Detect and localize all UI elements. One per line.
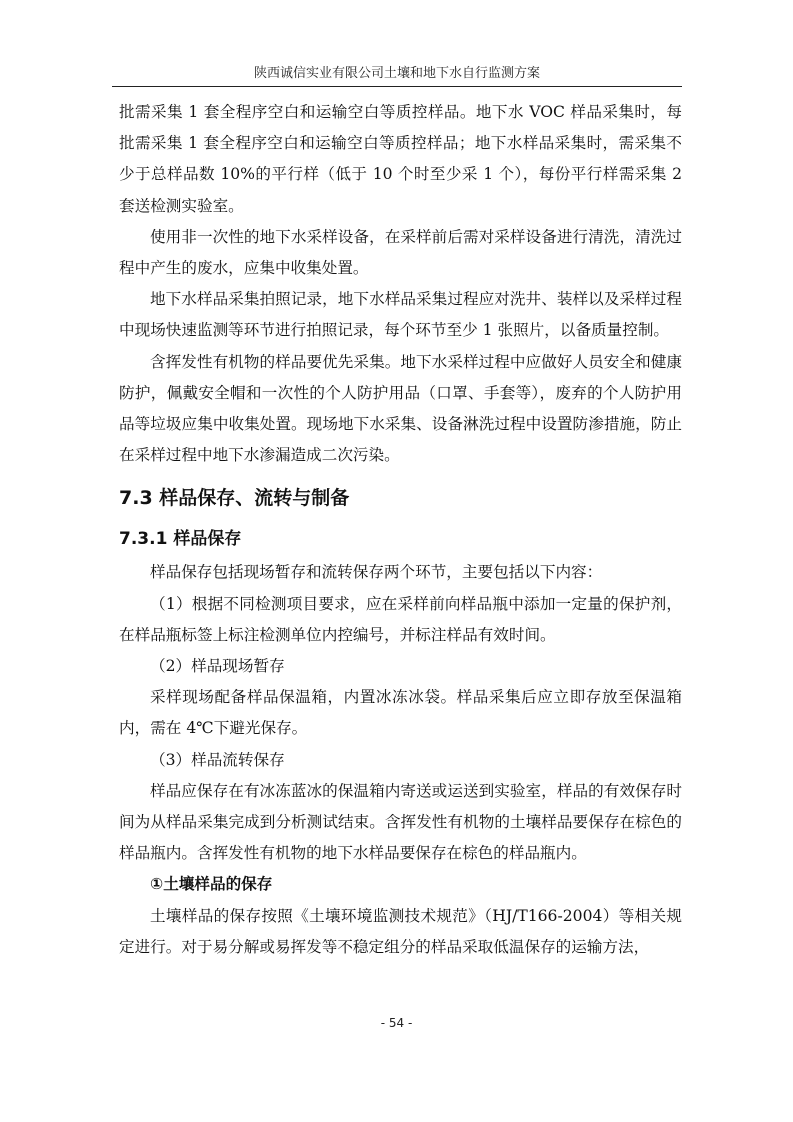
paragraph-continuation: 批需采集 1 套全程序空白和运输空白等质控样品。地下水 VOC 样品采集时，每批需采集 1 套全程序空白和运输空白等质控样品；地下水样品采集时，需采集不少于总样品数 10%的平行样（低于 10 个时至少采 1 个），每份平行样需采集 2 套送检测实验室。: [119, 103, 682, 215]
paragraph-item-3-body: 样品应保存在有冰冻蓝冰的保温箱内寄送或运送到实验室，样品的有效保存时间为从样品采集完成到分析测试结束。含挥发性有机物的土壤样品要保存在棕色的样品瓶内。含挥发性有机物的地下水样品要保存在棕色的样品瓶内。: [119, 781, 682, 863]
paragraph-item-2-title: （2）样品现场暂存: [150, 657, 285, 676]
paragraph-item-3-title: （3）样品流转保存: [150, 750, 285, 769]
paragraph-photo-record: 地下水样品采集拍照记录，地下水样品采集过程应对洗井、装样以及采样过程中现场快速监测等环节进行拍照记录，每个环节至少 1 张照片，以备质量控制。: [119, 290, 682, 340]
running-header: 陕西诚信实业有限公司土壤和地下水自行监测方案: [253, 66, 540, 81]
body-text: [119, 97, 682, 963]
page-number: - 54 -: [380, 1016, 413, 1030]
section-heading-7-3-1: 7.3.1 样品保存: [119, 529, 242, 550]
paragraph-voc-priority: 含挥发性有机物的样品要优先采集。地下水采样过程中应做好人员安全和健康防护，佩戴安全帽和一次性的个人防护用品（口罩、手套等），废弃的个人防护用品等垃圾应集中收集处置。现场地下水采集、设备淋洗过程中设置防渗措施，防止在采样过程中地下水渗漏造成二次污染。: [119, 352, 682, 465]
paragraph-item-1: （1）根据不同检测项目要求，应在采样前向样品瓶中添加一定量的保护剂，在样品瓶标签上标注检测单位内控编号，并标注样品有效时间。: [119, 594, 682, 644]
section-heading-7-3: 7.3 样品保存、流转与制备: [119, 487, 350, 510]
paragraph-soil-storage: 土壤样品的保存按照《土壤环境监测技术规范》（HJ/T166-2004）等相关规定进行。对于易分解或易挥发等不稳定组分的样品采取低温保存的运输方法，: [119, 906, 682, 956]
header-rule: [112, 86, 682, 87]
subheading-soil-storage: ①土壤样品的保存: [150, 875, 273, 894]
paragraph-storage-intro: 样品保存包括现场暂存和流转保存两个环节，主要包括以下内容：: [150, 563, 603, 582]
paragraph-equipment-cleaning: 使用非一次性的地下水采样设备，在采样前后需对采样设备进行清洗，清洗过程中产生的废水，应集中收集处置。: [119, 227, 682, 278]
paragraph-item-2-body: 采样现场配备样品保温箱，内置冰冻冰袋。样品采集后应立即存放至保温箱内，需在 4℃下避光保存。: [119, 688, 682, 738]
